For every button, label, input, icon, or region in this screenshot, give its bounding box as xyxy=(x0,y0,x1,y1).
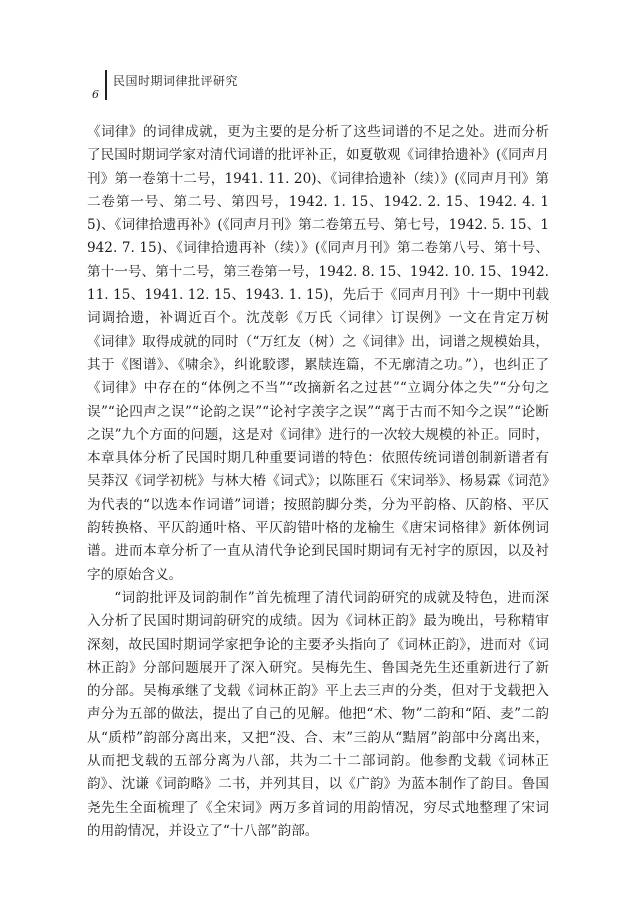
header-rule xyxy=(105,70,107,100)
page-number: 6 xyxy=(92,88,99,101)
paragraph: 《词律》的词律成就，更为主要的是分析了这些词谱的不足之处。进而分析了民国时期词学家对清代词谱的批评补正，如夏敬观《词律拾遗补》(《同声月刊》第一卷第十二号，1941. 11. 20)、《词律拾遗补（续）》(《同声月刊》第二卷第一号、第二号、第四号，1942. 1. 15、1942. 2. 15、1942. 4. 15)、《词律拾遗再补》(《同声月刊》第二卷第五号、第七号，1942. 5. 15、1942. 7. 15)、《词律拾遗再补（续）》(《同声月刊》第二卷第八号、第十号、第十一号、第十二号，第三卷第一号，1942. 8. 15、1942. 10. 15、1942. 11. 15、1941. 12. 15、1943. 1. 15)，先后于《同声月刊》十一期中刊载词调拾遗，补调近百个。沈茂彰《万氏〈词律〉订误例》一文在肯定万树《词律》取得成就的同时（“万红友（树）之《词律》出，词谱之规模始具，其于《图谱》、《啸余》，纠讹駮谬，累牍连篇，不无廓清之功。”），也纠正了《词律》中存在的“体例之不当”“改摘新名之过甚”“立调分体之失”“分句之误”“论四声之误”“论韵之误”“论衬字羡字之误”“离于古而不知今之误”“论断之误”九个方面的问题，这是对《词律》进行的一次较大规模的补正。同时，本章具体分析了民国时期几种重要词谱的特色：依照传统词谱创制新谱者有吴莽汉《词学初桄》与林大椿《词式》；以陈匪石《宋词举》、杨易霖《词范》为代表的“以选本作词谱”词谱；按照韵脚分类，分为平韵格、仄韵格、平仄韵转换格、平仄韵通叶格、平仄韵错叶格的龙榆生《唐宋词格律》新体例词谱。进而本章分析了一直从清代争论到民国时期词有无衬字的原因，以及衬字的原始含义。 xyxy=(87,124,549,583)
body-text xyxy=(87,121,549,843)
paragraph: “词韵批评及词韵制作”首先梳理了清代词韵研究的成就及特色，进而深入分析了民国时期词韵研究的成绩。因为《词林正韵》最为晚出，号称精审深刻，故民国时期词学家把争论的主要矛头指向了《词林正韵》，进而对《词林正韵》分部问题展开了深入研究。吴梅先生、鲁国尧先生还重新进行了新的分部。吴梅承继了戈载《词林正韵》平上去三声的分类，但对于戈载把入声分为五部的做法，提出了自己的见解。他把“术、物”二韵和“陌、麦”二韵从“质栉”韵部分离出来，又把“没、合、末”三韵从“黠屑”韵部中分离出来，从而把戈载的五部分离为八部，共为二十二部词韵。他参酌戈载《词林正韵》、沈谦《词韵略》二书，并列其目，以《广韵》为蓝本制作了韵目。鲁国尧先生全面梳理了《全宋词》两万多首词的用韵情况，穷尽式地整理了宋词的用韵情况，并设立了“十八部”韵部。 xyxy=(87,589,549,839)
running-title: 民国时期词律批评研究 xyxy=(113,74,239,88)
